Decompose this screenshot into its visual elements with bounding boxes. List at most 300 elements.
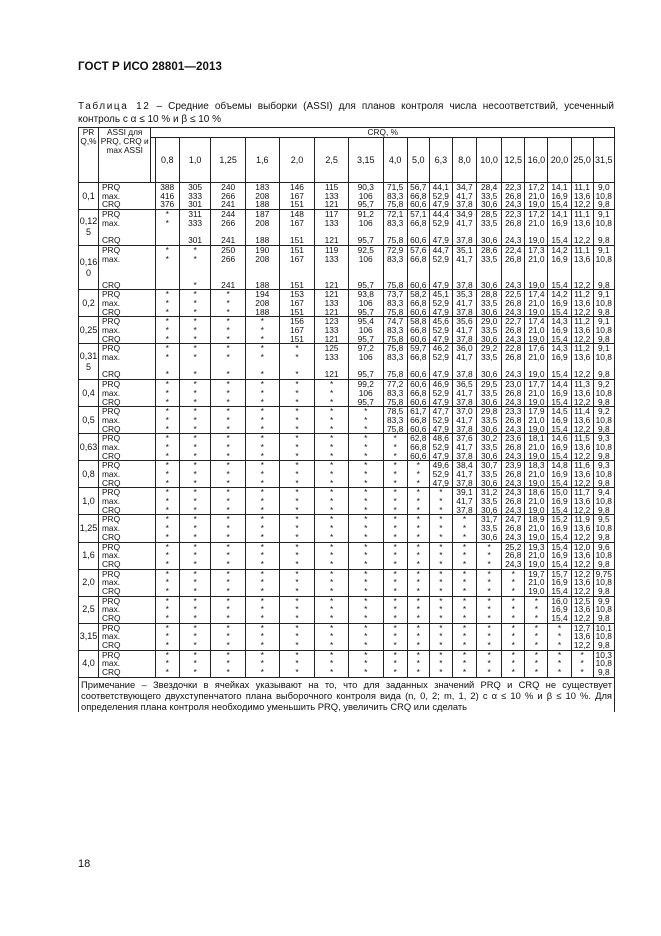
assi-value: * [260,623,264,633]
assi-value: * [364,469,368,479]
assi-value: 333 [188,190,203,201]
assi-value: 16,9 [551,441,568,452]
assi-value: * [165,631,169,642]
assi-value: * [462,667,467,678]
assi-value: * [462,542,467,552]
assi-value: * [165,209,169,220]
assi-value: * [557,658,562,669]
assi-value: 311 [188,209,202,220]
table-row [79,290,615,317]
assi-value: * [329,477,334,488]
assi-value-cell [525,290,548,317]
assi-value: 11,1 [574,209,590,220]
assi-value [211,263,245,272]
assi-value: 117 [324,209,339,220]
assi-value: * [193,450,197,461]
assi-value: * [416,542,420,552]
assi-value: * [534,640,539,651]
assi-value: * [462,631,467,642]
assi-value: * [295,640,299,651]
assi-table [78,127,615,712]
assi-value-cell [571,245,593,289]
assi-value-cell [348,344,383,380]
assi-value: 15,4 [551,423,568,434]
assi-value: 151 [289,306,304,317]
assi-value: 21,0 [528,217,545,228]
assi-value: * [364,613,368,623]
assi-value: 13,6 [573,631,591,642]
assi-value: * [193,469,197,479]
assi-value: * [165,289,169,300]
assi-value: 16,9 [551,469,568,479]
assi-value: 24,3 [505,279,522,290]
assi-value: 75,8 [386,235,404,246]
assi-value-cell [279,569,315,596]
assi-value [453,263,476,272]
assi-value-cell [279,183,315,210]
assi-value: * [462,585,467,596]
assi-value: * [226,343,230,354]
assi-value: 133 [324,352,339,363]
assi-value: 52,9 [432,441,449,452]
assi-value: * [534,623,539,633]
assi-value: * [193,577,197,588]
assi-value: * [295,460,299,471]
assi-value: * [260,423,264,434]
assi-value: * [193,316,197,327]
assi-type-label: max. [101,253,121,264]
assi-type-cell [98,623,151,650]
assi-value: * [439,531,443,542]
assi-value: * [165,343,169,354]
assi-value: 167 [289,253,304,264]
assi-value-cell [407,380,429,407]
assi-value: * [416,460,420,471]
assi-value: * [329,569,334,579]
assi-value-cell [429,434,452,461]
assi-value: 12,2 [573,306,591,317]
assi-type-label: PRQ [101,460,121,471]
assi-value: * [329,406,334,417]
assi-value: * [364,667,368,678]
assi-value-cell [452,407,476,434]
assi-value: 92,5 [357,245,374,255]
assi-value: * [393,577,397,588]
assi-value-cell [593,542,614,569]
assi-value: 241 [221,199,236,210]
assi-value: * [393,550,397,561]
assi-value: * [165,433,169,444]
assi-value: * [416,558,420,569]
assi-value-cell [571,344,593,380]
assi-value [572,263,593,272]
assi-value-cell [525,596,548,623]
table-row [79,210,615,246]
assi-value: * [557,640,562,651]
assi-value: 15,4 [551,369,568,380]
assi-value-cell [571,407,593,434]
assi-value: 45,1 [432,289,449,300]
assi-value-cell [348,245,383,289]
assi-value: * [295,423,299,434]
assi-value: 60,6 [410,369,427,380]
assi-value: 36,0 [456,343,473,354]
assi-value: * [511,604,515,615]
assi-value-cell [477,488,502,515]
assi-value: 244 [221,209,236,220]
crq-header-cell: 25,0 [571,138,593,183]
assi-value: 14,6 [551,433,568,444]
crq-header-cell: 2,0 [279,138,315,183]
assi-value-cell [279,290,315,317]
assi-value: 21,0 [528,523,545,534]
assi-value: * [511,631,515,642]
assi-value: * [329,387,334,398]
assi-value: 13,6 [573,604,591,615]
assi-value: 57,6 [410,245,427,255]
assi-value: * [193,297,197,308]
assi-value-cell [155,569,179,596]
assi-value: 12,2 [573,558,591,569]
assi-value: 106 [358,217,373,228]
assi-value: 19,3 [528,542,545,552]
assi-value: * [487,667,491,678]
assi-value-cell [502,210,525,246]
assi-value: 22,8 [505,343,522,354]
assi-value: * [193,477,197,488]
assi-value: * [295,658,299,669]
assi-value-cell [179,210,211,246]
assi-value: 151 [289,279,304,290]
assi-value-cell [502,596,525,623]
assi-value: * [226,423,230,434]
assi-value: 37,8 [456,306,473,317]
assi-value: 37,8 [456,369,473,380]
assi-value-cell [593,596,614,623]
assi-value: 13,6 [573,414,591,425]
assi-value: 77,2 [386,379,404,390]
assi-type-cell [98,183,151,210]
assi-value: 187 [255,209,270,220]
assi-value-cell [179,290,211,317]
assi-value: * [260,316,264,327]
assi-value: 74,7 [386,316,404,327]
assi-value: * [165,325,169,335]
assi-value-cell [211,290,246,317]
assi-value-cell [407,515,429,542]
assi-value: 21,0 [528,550,545,561]
assi-value: 188 [255,279,270,290]
crq-header-cell: 8,0 [452,138,476,183]
assi-value-cell [315,515,349,542]
assi-value: * [226,514,230,525]
assi-value: * [462,650,467,660]
assi-value: * [487,658,491,669]
assi-value: * [260,441,264,452]
assi-value: * [329,613,334,623]
assi-value: * [193,596,197,606]
assi-value: 66,8 [410,325,427,335]
assi-value [180,263,211,272]
assi-value-cell [348,407,383,434]
assi-value: * [193,650,197,660]
assi-value-cell [315,461,349,488]
assi-value: 19,0 [528,504,545,515]
assi-value: 39,1 [456,487,473,498]
assi-value: 17,9 [528,406,545,417]
assi-value-cell [315,317,349,344]
assi-value-cell [155,210,179,246]
assi-value-cell [348,317,383,344]
assi-value: 33,5 [480,352,498,363]
assi-value: 45,6 [432,316,449,327]
assi-value: 75,8 [386,396,404,407]
assi-value: 151 [289,245,304,255]
assi-value: 9,8 [597,369,610,380]
assi-value: * [193,460,197,471]
assi-value-cell [383,245,407,289]
assi-value: 146 [289,182,304,192]
assi-value-cell [571,569,593,596]
assi-value: * [439,604,443,615]
table-row [79,542,615,569]
assi-value: * [329,379,334,390]
assi-value: 37,0 [456,406,473,417]
assi-value: 14,1 [551,209,568,220]
assi-value-cell [429,623,452,650]
assi-value: * [226,369,230,380]
assi-value: * [534,604,539,615]
assi-value: * [260,414,264,425]
assi-value: * [193,640,197,651]
assi-value-cell [593,407,614,434]
assi-value: * [364,631,368,642]
assi-value: 14,2 [551,245,568,255]
assi-value-cell [477,317,502,344]
assi-value: 34,7 [456,182,473,192]
assi-value: 21,0 [528,414,545,425]
table-head-row [79,128,615,138]
assi-value: 47,9 [432,423,449,434]
table-row [79,461,615,488]
table-row [79,407,615,434]
assi-value: * [165,369,169,380]
assi-type-label: PRQ [101,650,121,660]
assi-value: * [364,414,368,425]
assi-value: * [260,558,264,569]
assi-value-cell [525,380,548,407]
assi-type-label: max. [101,325,121,335]
assi-value: * [329,667,334,678]
assi-value: * [226,523,230,534]
assi-value-cell [383,317,407,344]
assi-value-cell [179,245,211,289]
assi-value: 24,3 [505,306,522,317]
assi-value: 37,8 [456,279,473,290]
assi-value: 10,8 [595,658,612,669]
assi-value: * [416,658,420,669]
assi-value: * [364,433,368,444]
assi-value: 121 [324,333,339,344]
assi-value: 24,3 [505,531,522,542]
assi-value: * [295,477,299,488]
assi-value: * [260,640,264,651]
assi-value: * [511,596,515,606]
assi-value-cell [525,407,548,434]
assi-value: 26,8 [505,523,522,534]
assi-value-cell [429,461,452,488]
assi-value: 9,8 [597,477,610,488]
assi-value: 47,9 [432,477,449,488]
assi-value: 19,0 [528,585,545,596]
assi-value-cell [348,542,383,569]
assi-value: 13,6 [573,496,591,507]
assi-value: 11,5 [574,433,590,444]
assi-type-label: max. [101,217,121,228]
assi-value-cell [593,650,614,677]
assi-value: 10,8 [595,253,612,264]
assi-value: * [260,379,264,390]
assi-value: 30,6 [480,504,498,515]
assi-value: 41,7 [456,190,473,201]
crq-header-cell: 3,15 [348,138,383,183]
table-row [79,569,615,596]
assi-value: * [165,253,169,264]
assi-value-cell [211,380,246,407]
assi-value: * [295,542,299,552]
assi-value: 21,0 [528,352,545,363]
assi-value: 47,9 [432,199,449,210]
assi-type-cell [98,488,151,515]
assi-value: * [295,604,299,615]
assi-value: 22,3 [505,209,522,220]
assi-value: * [393,640,397,651]
assi-value: * [329,542,334,552]
assi-value: * [260,396,264,407]
assi-value: 33,5 [480,190,498,201]
assi-value: 66,8 [410,217,427,228]
assi-type-label: PRQ [101,316,121,327]
assi-value-cell [211,515,246,542]
assi-value: 78,5 [386,406,404,417]
assi-value: 52,9 [432,387,449,398]
assi-value: 19,0 [528,558,545,569]
assi-value: 24,3 [505,235,522,246]
assi-value: 26,8 [505,469,522,479]
assi-value: * [462,550,467,561]
assi-value: 30,6 [480,306,498,317]
assi-value-cell [383,344,407,380]
assi-value: 24,3 [505,477,522,488]
assi-type-label: max. [101,550,121,561]
assi-value-cell [315,344,349,380]
assi-value: 83,3 [386,217,404,228]
assi-value-cell [429,317,452,344]
assi-value [156,227,179,236]
assi-value: * [295,433,299,444]
assi-value [548,263,570,272]
assi-value-cell [525,245,548,289]
assi-value: * [295,523,299,534]
assi-value: 13,6 [573,550,591,561]
assi-value: * [226,585,230,596]
assi-value: 44,7 [432,245,449,255]
assi-value: 22,3 [505,182,522,192]
assi-value: 240 [221,182,236,192]
assi-value: * [393,450,397,461]
assi-value-cell [452,434,476,461]
assi-value: 24,3 [505,333,522,344]
assi-value: * [487,585,491,596]
assi-value: 12,5 [573,596,591,606]
assi-value-cell [548,542,571,569]
assi-value-cell [245,380,279,407]
assi-value: * [193,414,197,425]
assi-value: * [193,569,197,579]
assi-value-cell [179,515,211,542]
assi-value-cell [211,623,246,650]
assi-value: * [295,577,299,588]
assi-value-cell [155,515,179,542]
crq-header-cell: 2,5 [315,138,349,183]
assi-value: * [462,658,467,669]
assi-value: * [295,504,299,515]
assi-value: 47,9 [432,279,449,290]
assi-value: 9,6 [597,542,610,552]
assi-value: * [226,623,230,633]
assi-value: * [329,596,334,606]
table-row [79,183,615,210]
assi-value-cell [477,623,502,650]
assi-value-cell [179,650,211,677]
assi-value: 250 [221,245,236,255]
assi-value: 9,0 [597,182,610,192]
assi-type-label: PRQ [101,379,121,390]
assi-value: * [260,523,264,534]
assi-value: 46,9 [432,379,449,390]
assi-value-cell [525,569,548,596]
assi-value-cell [315,434,349,461]
assi-value-cell [155,380,179,407]
assi-type-label: CRQ [101,199,121,210]
assi-value: * [260,650,264,660]
assi-value: 60,6 [410,379,427,390]
assi-value: * [416,469,420,479]
assi-value: * [511,613,515,623]
assi-value: 14,3 [551,343,568,354]
assi-value: * [416,487,420,498]
assi-value: * [165,604,169,615]
assi-value-cell [502,317,525,344]
assi-value: * [295,414,299,425]
assi-value: 41,7 [456,352,473,363]
assi-value-cell [383,515,407,542]
assi-value: 33,5 [480,387,498,398]
assi-value: 19,0 [528,235,545,246]
assi-value: * [165,450,169,461]
assi-value: * [260,569,264,579]
assi-value-cell [155,344,179,380]
assi-value: * [165,596,169,606]
assi-value: 19,0 [528,306,545,317]
assi-value: * [226,558,230,569]
assi-value-cell [211,434,246,461]
assi-value: * [329,433,334,444]
assi-value-cell [211,210,246,246]
assi-value: * [193,352,197,363]
assi-value-cell [477,344,502,380]
assi-value: * [193,379,197,390]
